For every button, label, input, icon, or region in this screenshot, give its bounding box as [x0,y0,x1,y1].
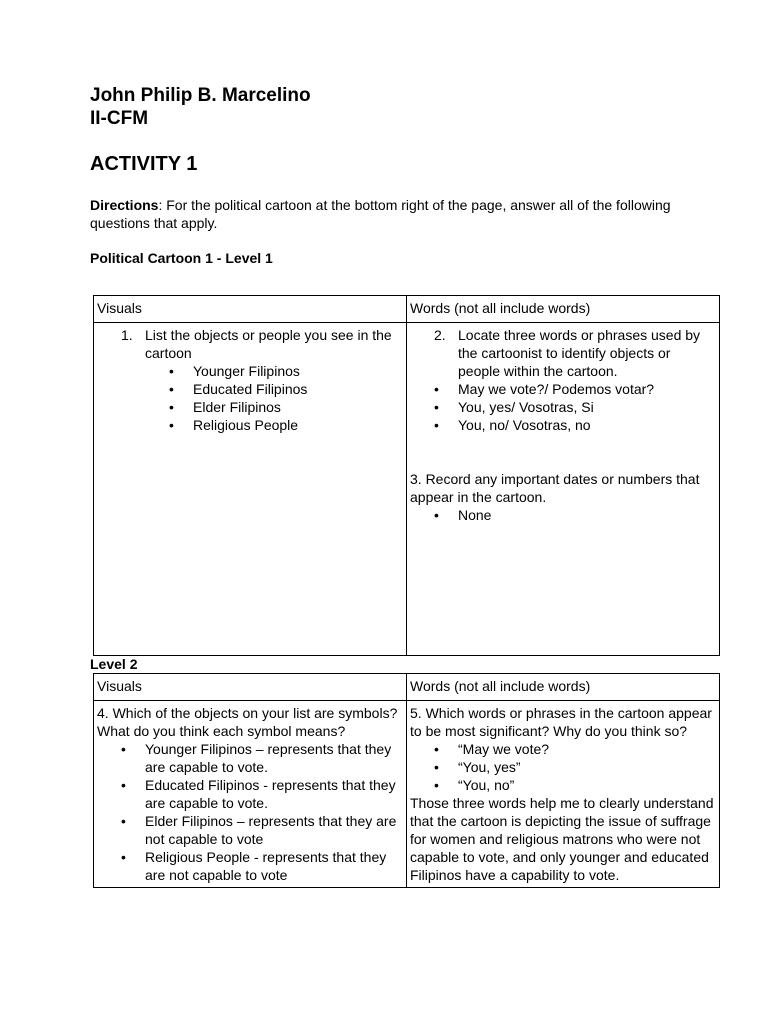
bullet-icon: • [169,363,174,379]
q3-list [434,506,716,524]
level2-header-row [94,674,720,701]
bullet-icon: • [169,381,174,397]
bullet-icon: • [121,777,126,793]
list-item [169,416,403,434]
q1-list [121,362,403,434]
q5-list [434,740,716,794]
q4-item: Elder Filipinos – represents that they are not capable to vote [145,813,397,847]
q1-item: Educated Filipinos [193,381,308,397]
list-item [121,848,403,884]
q5-text: 5. Which words or phrases in the cartoon appear to be most significant? Why do you think so? [410,705,712,739]
list-item [434,740,716,758]
list-item [434,416,716,434]
list-item [121,740,403,776]
q5-item: “You, no” [458,777,515,793]
q4-text: 4. Which of the objects on your list are symbols? [97,705,398,721]
bullet-icon: • [434,507,439,523]
list-item [121,776,403,812]
student-name-block [90,84,311,130]
activity-title: ACTIVITY 1 [90,153,198,175]
q1-item: Elder Filipinos [193,399,281,415]
q2-item: You, yes/ Vosotras, Si [458,399,594,415]
level1-header-row [94,296,720,323]
level2-words-header: Words (not all include words) [407,674,720,701]
q3-text: 3. Record any important dates or numbers that appear in the cartoon. [410,471,700,505]
q2-item: May we vote?/ Podemos votar? [458,381,655,397]
level2-visuals-cell [94,701,407,888]
q4-item: Educated Filipinos - represents that they are capable to vote. [145,777,396,811]
q1-line [97,326,403,362]
level2-words-cell [407,701,720,888]
student-name: John Philip B. Marcelino [90,85,311,106]
list-item [434,506,716,524]
q5-item: “You, yes” [458,759,521,775]
level2-table [93,673,720,888]
bullet-icon: • [434,741,439,757]
level1-visuals-cell [94,323,407,656]
level1-words-cell [407,323,720,656]
q1-text: List the objects or people you see in the cartoon [145,327,392,361]
level1-words-header: Words (not all include words) [407,296,720,323]
level1-table [93,295,720,656]
level2-title: Level 2 [90,656,138,672]
level2-visuals-header: Visuals [94,674,407,701]
level1-title: Political Cartoon 1 - Level 1 [90,250,273,266]
q3-item: None [458,507,492,523]
directions-text: : For the political cartoon at the bottom right of the page, answer all of the following questions that apply. [90,197,671,231]
list-item [434,398,716,416]
q4-list [121,740,403,884]
bullet-icon: • [121,849,126,865]
list-item [434,758,716,776]
q2-number: 2. [434,327,446,343]
list-item [434,776,716,794]
q2-list [434,380,716,434]
q4-item: Younger Filipinos – represents that they are capable to vote. [145,741,392,775]
bullet-icon: • [169,399,174,415]
list-item [434,380,716,398]
q4-text2: What do you think each symbol means? [97,723,346,739]
bullet-icon: • [121,813,126,829]
level2-body-row [94,701,720,888]
bullet-icon: • [169,417,174,433]
list-item [169,398,403,416]
directions-paragraph [90,196,690,232]
bullet-icon: • [434,417,439,433]
q5-answer: Those three words help me to clearly understand that the cartoon is depicting the issue of suffrage for women and religious matrons who were not capable to vote, and only younger and educated Filipinos have a capability to vote. [410,795,714,883]
student-section: II-CFM [90,108,149,129]
list-item [169,362,403,380]
list-item [121,812,403,848]
list-item [169,380,403,398]
bullet-icon: • [434,777,439,793]
q2-item: You, no/ Vosotras, no [458,417,591,433]
bullet-icon: • [121,741,126,757]
q5-item: “May we vote? [458,741,550,757]
q1-item: Religious People [193,417,299,433]
bullet-icon: • [434,759,439,775]
level1-visuals-header: Visuals [94,296,407,323]
level1-body-row [94,323,720,656]
bullet-icon: • [434,399,439,415]
bullet-icon: • [434,381,439,397]
directions-label: Directions [90,197,159,213]
q2-text: Locate three words or phrases used by the cartoonist to identify objects or people within the cartoon. [458,327,701,379]
q4-item: Religious People - represents that they are not capable to vote [145,849,387,883]
q2-line [410,326,716,380]
q1-item: Younger Filipinos [193,363,300,379]
q1-number: 1. [121,327,133,343]
